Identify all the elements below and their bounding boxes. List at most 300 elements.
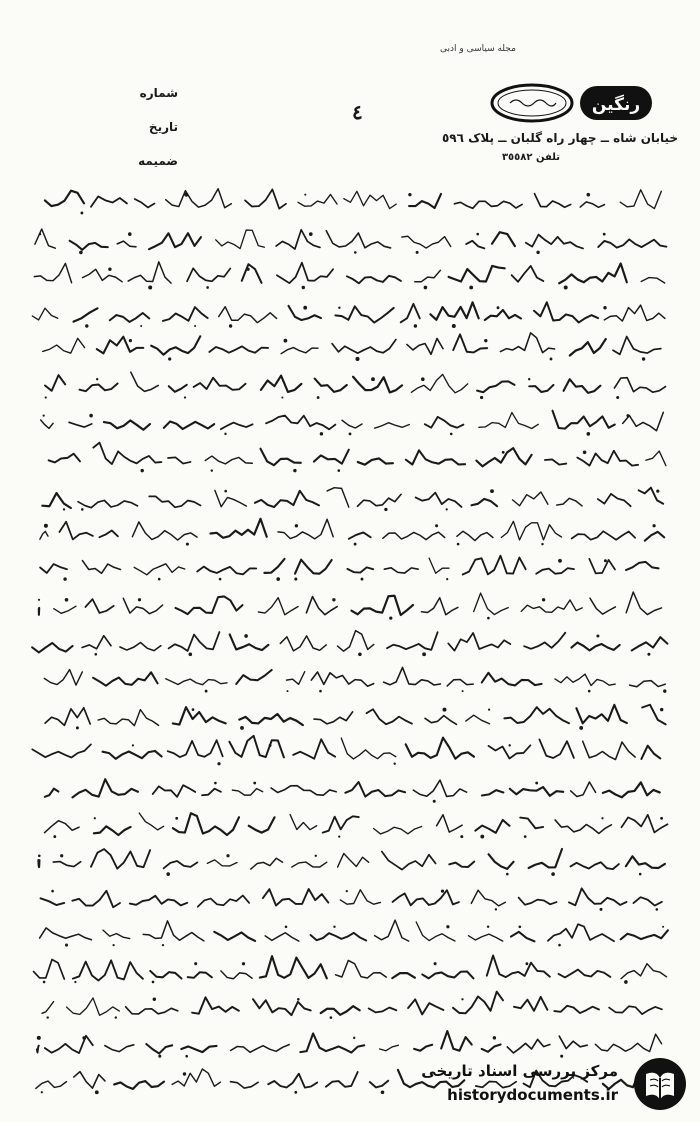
pen-stroke (367, 710, 413, 725)
pen-dot (303, 306, 307, 310)
pen-dot (535, 781, 538, 784)
pen-stroke (370, 1081, 388, 1088)
pen-dot (38, 598, 40, 600)
pen-dot (422, 653, 426, 657)
pen-stroke (221, 971, 252, 979)
pen-dot (536, 250, 539, 253)
pen-stroke (205, 456, 252, 464)
handwritten-line (28, 587, 678, 624)
pen-dot (214, 781, 217, 784)
pen-dot (493, 1036, 496, 1039)
pen-stroke (621, 930, 668, 939)
watermark-url: historydocuments.ir (447, 1086, 618, 1104)
pen-stroke (187, 268, 230, 281)
pen-stroke (242, 264, 262, 283)
pen-stroke (74, 308, 98, 321)
pen-stroke (164, 421, 214, 429)
pen-stroke (293, 739, 335, 758)
pen-stroke (489, 745, 531, 758)
pen-dot (381, 1091, 385, 1095)
pen-dot (247, 268, 250, 271)
pen-dot (39, 232, 41, 234)
pen-dot (441, 890, 444, 893)
pen-stroke (555, 820, 611, 834)
pen-stroke (153, 785, 196, 797)
pen-dot (550, 358, 553, 361)
pen-dot (186, 543, 189, 546)
pen-stroke (453, 335, 487, 353)
pen-stroke (166, 189, 232, 208)
handwritten-line (28, 843, 678, 880)
pen-dot (389, 616, 392, 619)
pen-dot (168, 358, 171, 361)
pen-dot (194, 963, 197, 966)
pen-dot (579, 726, 583, 730)
pen-stroke (72, 891, 120, 907)
pen-stroke (232, 788, 262, 795)
pen-stroke (35, 229, 55, 248)
pen-stroke (589, 559, 615, 574)
pen-dot (293, 469, 296, 472)
pen-dot (338, 836, 340, 838)
pen-dot (461, 998, 463, 1000)
pen-stroke (268, 1074, 317, 1088)
pen-dot (43, 981, 46, 984)
pen-dot (604, 559, 607, 562)
attachment-label: ضمیمه (138, 154, 178, 168)
pen-stroke (338, 853, 369, 867)
pen-stroke (430, 302, 478, 319)
pen-dot (564, 286, 568, 290)
pen-stroke (535, 194, 571, 208)
pen-stroke (194, 378, 246, 390)
pen-stroke (375, 920, 409, 941)
pen-dot (281, 396, 283, 398)
letterhead-seal (488, 80, 656, 126)
pen-stroke (620, 190, 661, 209)
pen-stroke (231, 1044, 290, 1052)
pen-dot (158, 1054, 161, 1057)
pen-stroke (422, 597, 458, 614)
pen-dot (450, 432, 453, 435)
pen-dot (446, 508, 448, 510)
pen-stroke (609, 1006, 662, 1014)
pen-stroke (514, 997, 547, 1011)
pen-stroke (414, 1044, 432, 1050)
pen-stroke (353, 377, 402, 393)
pen-stroke (40, 564, 67, 573)
pen-stroke (135, 199, 155, 207)
handwritten-line (28, 330, 678, 367)
pen-stroke (358, 494, 402, 506)
pen-stroke (570, 339, 606, 355)
pen-dot (487, 925, 489, 927)
pen-dot (541, 543, 543, 545)
pen-stroke (401, 304, 420, 323)
handwritten-line (28, 513, 678, 550)
pen-dot (192, 709, 195, 712)
pen-stroke (534, 302, 598, 322)
pen-dot (462, 690, 464, 692)
pen-dot (304, 194, 306, 196)
pen-stroke (229, 736, 284, 758)
pen-stroke (441, 1031, 472, 1051)
pen-dot (524, 835, 527, 838)
pen-dot (488, 709, 490, 711)
pen-stroke (168, 458, 191, 464)
pen-dot (79, 250, 83, 254)
pen-stroke (559, 1036, 587, 1049)
pen-stroke (99, 531, 118, 538)
pen-stroke (42, 1002, 54, 1014)
pen-stroke (380, 1045, 399, 1050)
pen-dot (371, 377, 375, 381)
pen-dot (603, 306, 606, 309)
pen-stroke (40, 928, 92, 940)
pen-stroke (545, 460, 566, 465)
pen-stroke (315, 379, 347, 392)
pen-dot (229, 324, 232, 327)
pen-dot (189, 653, 193, 657)
handwritten-line (28, 879, 678, 916)
pen-stroke (45, 821, 80, 833)
handwritten-line (28, 221, 678, 258)
pen-dot (205, 689, 208, 692)
pen-dot (153, 998, 156, 1001)
page-number: ٤ (352, 100, 363, 124)
pen-stroke (134, 564, 185, 575)
pen-dot (653, 525, 656, 528)
pen-stroke (176, 596, 243, 614)
pen-dot (354, 251, 357, 254)
pen-stroke (475, 820, 509, 833)
date-label: تاریخ (148, 120, 178, 134)
pen-stroke (463, 556, 526, 575)
pen-dot (96, 378, 98, 380)
pen-dot (662, 926, 664, 928)
pen-dot (356, 357, 360, 361)
pen-stroke (143, 921, 204, 941)
watermark-text: مرکز بررسی اسناد تاریخی (421, 1062, 618, 1080)
pen-stroke (482, 1044, 501, 1051)
pen-stroke (40, 532, 48, 540)
pen-stroke (67, 998, 120, 1015)
pen-dot (240, 726, 244, 730)
pen-stroke (43, 339, 85, 354)
pen-stroke (477, 381, 514, 392)
pen-dot (596, 635, 599, 638)
pen-stroke (91, 196, 127, 206)
number-label: شماره (139, 86, 178, 100)
pen-stroke (413, 780, 466, 796)
pen-stroke (215, 490, 247, 506)
pen-stroke (321, 1006, 360, 1015)
pen-stroke (641, 278, 665, 283)
handwritten-line (28, 404, 678, 441)
pen-dot (509, 744, 511, 746)
letterhead-fields (118, 76, 178, 178)
pen-stroke (114, 1081, 164, 1089)
pen-stroke (375, 422, 410, 427)
pen-stroke (74, 1072, 105, 1088)
pen-dot (284, 339, 288, 343)
handwritten-line (28, 257, 678, 294)
pen-stroke (347, 276, 401, 284)
seal-text: رنگین (591, 95, 641, 115)
pen-stroke (149, 496, 200, 507)
pen-dot (276, 577, 280, 581)
pen-stroke (209, 347, 268, 353)
pen-stroke (345, 781, 405, 796)
pen-dot (297, 998, 300, 1001)
pen-stroke (173, 707, 226, 724)
pen-dot (115, 1016, 117, 1018)
pen-dot (44, 524, 48, 528)
pen-stroke (614, 378, 665, 393)
pen-dot (320, 432, 323, 435)
pen-stroke (311, 672, 373, 686)
pen-stroke (332, 340, 396, 354)
pen-dot (211, 470, 213, 472)
pen-dot (551, 872, 555, 876)
pen-dot (424, 286, 428, 290)
handwritten-line (28, 184, 678, 221)
pen-stroke (437, 815, 463, 832)
pen-dot (457, 543, 460, 546)
pen-dot (434, 963, 437, 966)
pen-stroke (258, 597, 298, 614)
pen-dot (333, 925, 335, 927)
pen-dot (361, 578, 364, 581)
pen-dot (338, 306, 340, 308)
pen-stroke (126, 1007, 178, 1014)
pen-stroke (38, 860, 39, 867)
pen-dot (588, 690, 591, 693)
handwritten-line (28, 623, 678, 660)
pen-dot (285, 925, 288, 928)
pen-stroke (335, 306, 393, 322)
pen-stroke (41, 899, 65, 906)
pen-dot (446, 578, 448, 580)
pen-dot (81, 212, 84, 215)
pen-dot (358, 653, 362, 657)
pen-stroke (80, 383, 118, 391)
handwritten-line (28, 294, 678, 331)
pen-dot (656, 908, 659, 911)
pen-dot (528, 378, 530, 380)
pen-dot (354, 543, 357, 546)
pen-dot (184, 193, 188, 197)
pen-stroke (336, 961, 387, 979)
pen-dot (95, 1091, 99, 1095)
pen-stroke (453, 992, 503, 1014)
pen-stroke (103, 751, 162, 759)
pen-dot (338, 469, 341, 472)
pen-stroke (146, 1044, 172, 1053)
pen-dot (38, 854, 41, 857)
pen-stroke (104, 420, 150, 429)
pen-stroke (168, 740, 223, 757)
pen-stroke (69, 422, 92, 427)
pen-stroke (409, 194, 441, 208)
pen-stroke (323, 816, 359, 832)
pen-dot (152, 981, 155, 984)
pen-dot (443, 708, 447, 712)
pen-stroke (511, 932, 535, 941)
pen-stroke (408, 999, 443, 1014)
pen-dot (484, 339, 487, 342)
pen-dot (476, 232, 479, 235)
pen-dot (433, 799, 436, 802)
pen-dot (63, 508, 65, 510)
pen-stroke (261, 376, 302, 392)
pen-dot (469, 286, 473, 290)
pen-dot (141, 469, 144, 472)
pen-dot (158, 578, 161, 581)
pen-stroke (166, 678, 227, 684)
pen-dot (95, 653, 98, 656)
pen-stroke (132, 522, 197, 540)
pen-dot (175, 817, 178, 820)
pen-stroke (280, 636, 326, 651)
pen-dot (542, 598, 545, 601)
pen-stroke (383, 533, 445, 540)
pen-stroke (326, 1072, 358, 1087)
pen-dot (224, 490, 227, 493)
pen-stroke (211, 519, 267, 538)
pen-dot (487, 616, 490, 619)
pen-dot (353, 1036, 355, 1038)
pen-stroke (53, 861, 80, 866)
pen-dot (526, 963, 529, 966)
pen-stroke (287, 671, 305, 684)
pen-dot (660, 817, 663, 820)
pen-stroke (54, 606, 76, 613)
pen-stroke (59, 522, 93, 540)
pen-stroke (32, 744, 91, 757)
pen-dot (603, 232, 606, 235)
pen-dot (490, 489, 494, 493)
pen-stroke (341, 738, 396, 759)
pen-stroke (507, 1039, 550, 1053)
pen-stroke (487, 956, 550, 978)
pen-stroke (338, 631, 374, 652)
pen-stroke (501, 522, 561, 541)
pen-stroke (98, 710, 158, 726)
pen-stroke (311, 933, 367, 941)
pen-stroke (245, 189, 286, 208)
pen-dot (183, 1073, 186, 1076)
seal-logo-icon (488, 80, 656, 126)
pen-stroke (626, 592, 661, 614)
pen-dot (315, 854, 317, 856)
pen-dot (600, 908, 603, 911)
pen-dot (626, 414, 629, 417)
pen-dot (166, 872, 170, 876)
pen-dot (346, 890, 348, 892)
pen-stroke (78, 500, 138, 507)
pen-stroke (45, 708, 90, 726)
pen-stroke (83, 269, 123, 282)
pen-stroke (492, 232, 515, 246)
pen-dot (330, 1016, 333, 1019)
pen-stroke (468, 934, 502, 941)
pen-stroke (37, 1045, 39, 1052)
pen-dot (421, 377, 425, 381)
pen-stroke (539, 739, 574, 758)
pen-dot (41, 1091, 43, 1093)
pen-stroke (474, 593, 509, 614)
pen-stroke (265, 933, 299, 941)
pen-stroke (219, 306, 277, 322)
pen-stroke (42, 493, 71, 508)
pen-stroke (626, 562, 659, 570)
pen-dot (37, 1036, 41, 1040)
letterhead-address: خیابان شاه ــ چهار راه گلبان ــ پلاک ٥٩٦ (441, 131, 678, 145)
pen-stroke (169, 632, 220, 651)
pen-dot (601, 817, 603, 819)
letterhead-phone: تلفن ٣٥٥٨٢ (501, 152, 560, 163)
handwritten-line (28, 806, 678, 843)
pen-stroke (82, 561, 120, 574)
pen-stroke (501, 333, 555, 353)
pen-stroke (577, 451, 638, 466)
pen-stroke (504, 707, 569, 723)
pen-stroke (416, 492, 462, 506)
pen-dot (294, 1091, 297, 1094)
pen-stroke (571, 862, 619, 869)
pen-dot (309, 232, 313, 236)
pen-stroke (45, 375, 65, 391)
pen-stroke (73, 961, 143, 981)
pen-stroke (557, 498, 583, 506)
pen-stroke (326, 230, 390, 247)
handwritten-line (28, 952, 678, 989)
pen-dot (60, 854, 63, 857)
pen-stroke (82, 636, 111, 649)
pen-dot (194, 325, 196, 327)
pen-stroke (105, 1044, 134, 1051)
pen-stroke (576, 705, 627, 724)
pen-stroke (374, 827, 422, 834)
pen-dot (349, 432, 352, 435)
pen-stroke (598, 239, 666, 247)
pen-dot (302, 286, 305, 289)
pen-dot (43, 414, 45, 416)
pen-stroke (169, 385, 187, 392)
pen-dot (587, 193, 591, 197)
pen-stroke (70, 240, 108, 249)
pen-dot (63, 577, 66, 580)
pen-stroke (49, 454, 80, 463)
pen-dot (113, 944, 115, 946)
pen-dot (65, 943, 68, 946)
pen-stroke (448, 633, 510, 651)
pen-dot (185, 1055, 188, 1058)
pen-stroke (263, 889, 328, 906)
pen-stroke (382, 851, 436, 869)
handwritten-line (28, 989, 678, 1026)
pen-stroke (292, 862, 327, 867)
pen-stroke (369, 1008, 397, 1013)
pen-dot (82, 1036, 86, 1040)
pen-stroke (425, 716, 456, 725)
pen-dot (217, 762, 220, 765)
pen-dot (140, 325, 142, 327)
pen-dot (138, 598, 141, 601)
pen-dot (660, 708, 663, 711)
pen-stroke (344, 191, 396, 208)
